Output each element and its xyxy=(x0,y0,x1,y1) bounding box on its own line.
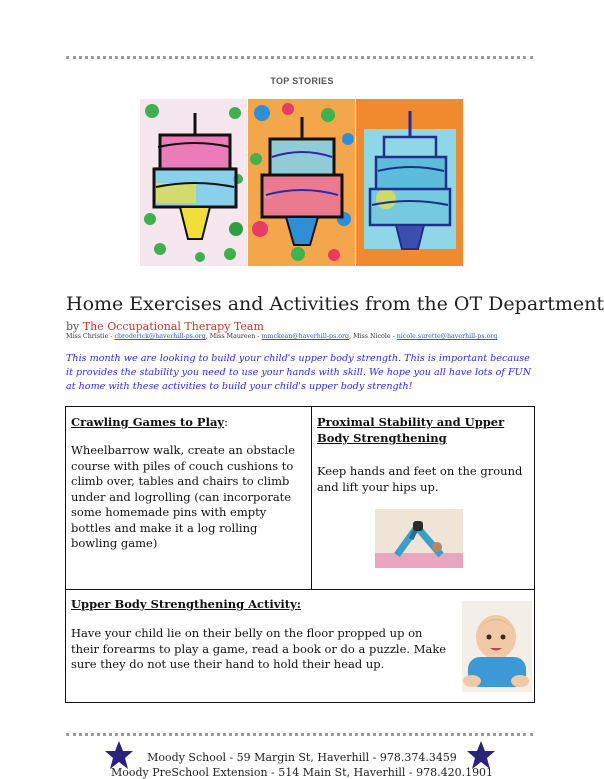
section-label: TOP STORIES xyxy=(270,76,334,86)
cake-art-image-2 xyxy=(248,99,355,266)
byline xyxy=(66,320,264,333)
contact-3-name: , Miss Nicole - xyxy=(349,333,397,340)
crawling-games-title-text: Crawling Games to Play xyxy=(71,415,225,429)
footer-address-preschool-extension: Moody PreSchool Extension - 514 Main St, Haverhill - 978.420.1901 xyxy=(110,766,494,779)
contact-emails xyxy=(66,333,497,340)
table-vertical-divider xyxy=(311,406,312,590)
contact-1-email-link[interactable]: cbroderick@haverhill-ps.org xyxy=(114,333,206,340)
upper-body-activity-text: Have your child lie on their belly on the floor propped up on their forearms to play a game, read a book or do a puzzle. Make sure they do not use their hand to hold their head up. xyxy=(71,626,447,671)
crawling-games-title-colon: : xyxy=(224,415,228,429)
crawling-games-title xyxy=(71,415,228,429)
contact-2-name: , Miss Maureen - xyxy=(205,333,262,340)
contact-2-email-link[interactable]: mmckean@haverhill-ps.org xyxy=(261,333,350,340)
proximal-stability-title: Proximal Stability and Upper Body Strengthening xyxy=(317,415,505,445)
article-intro: This month we are looking to build your child's upper body strength. This is important because it provides the stability you need to use your hands with skill. We hope you all have lots of FUN at home with these activities to build your child's upper body strength! xyxy=(66,353,532,392)
byline-prefix: by xyxy=(66,320,80,333)
proximal-stability-text: Keep hands and feet on the ground and lift your hips up. xyxy=(317,464,523,494)
baby-on-belly-photo xyxy=(462,601,532,692)
contact-1-name: Miss Christie - xyxy=(66,333,115,340)
cake-art-image-3 xyxy=(356,99,463,266)
footer-dotted-divider xyxy=(66,733,533,736)
crawling-games-text: Wheelbarrow walk, create an obstacle course with piles of couch cushions to climb over, tables and chairs to climb under and logrolling (can incorporate some homemade pins with empty bottles and make it a log rolling bowling game) xyxy=(71,443,295,550)
article-headline: Home Exercises and Activities from the OT Department xyxy=(66,293,604,315)
top-dotted-divider xyxy=(66,56,533,59)
upper-body-activity-title: Upper Body Strengthening Activity: xyxy=(71,597,302,611)
byline-author[interactable]: The Occupational Therapy Team xyxy=(82,320,264,333)
contact-3-email-link[interactable]: nicole.surette@haverhill-ps.org xyxy=(396,333,498,340)
cake-art-image-1 xyxy=(140,99,247,266)
table-horizontal-divider xyxy=(65,589,535,590)
downward-dog-pose-photo xyxy=(375,509,463,568)
footer-address-moody-school: Moody School - 59 Margin St, Haverhill - 978.374.3459 xyxy=(147,751,457,764)
